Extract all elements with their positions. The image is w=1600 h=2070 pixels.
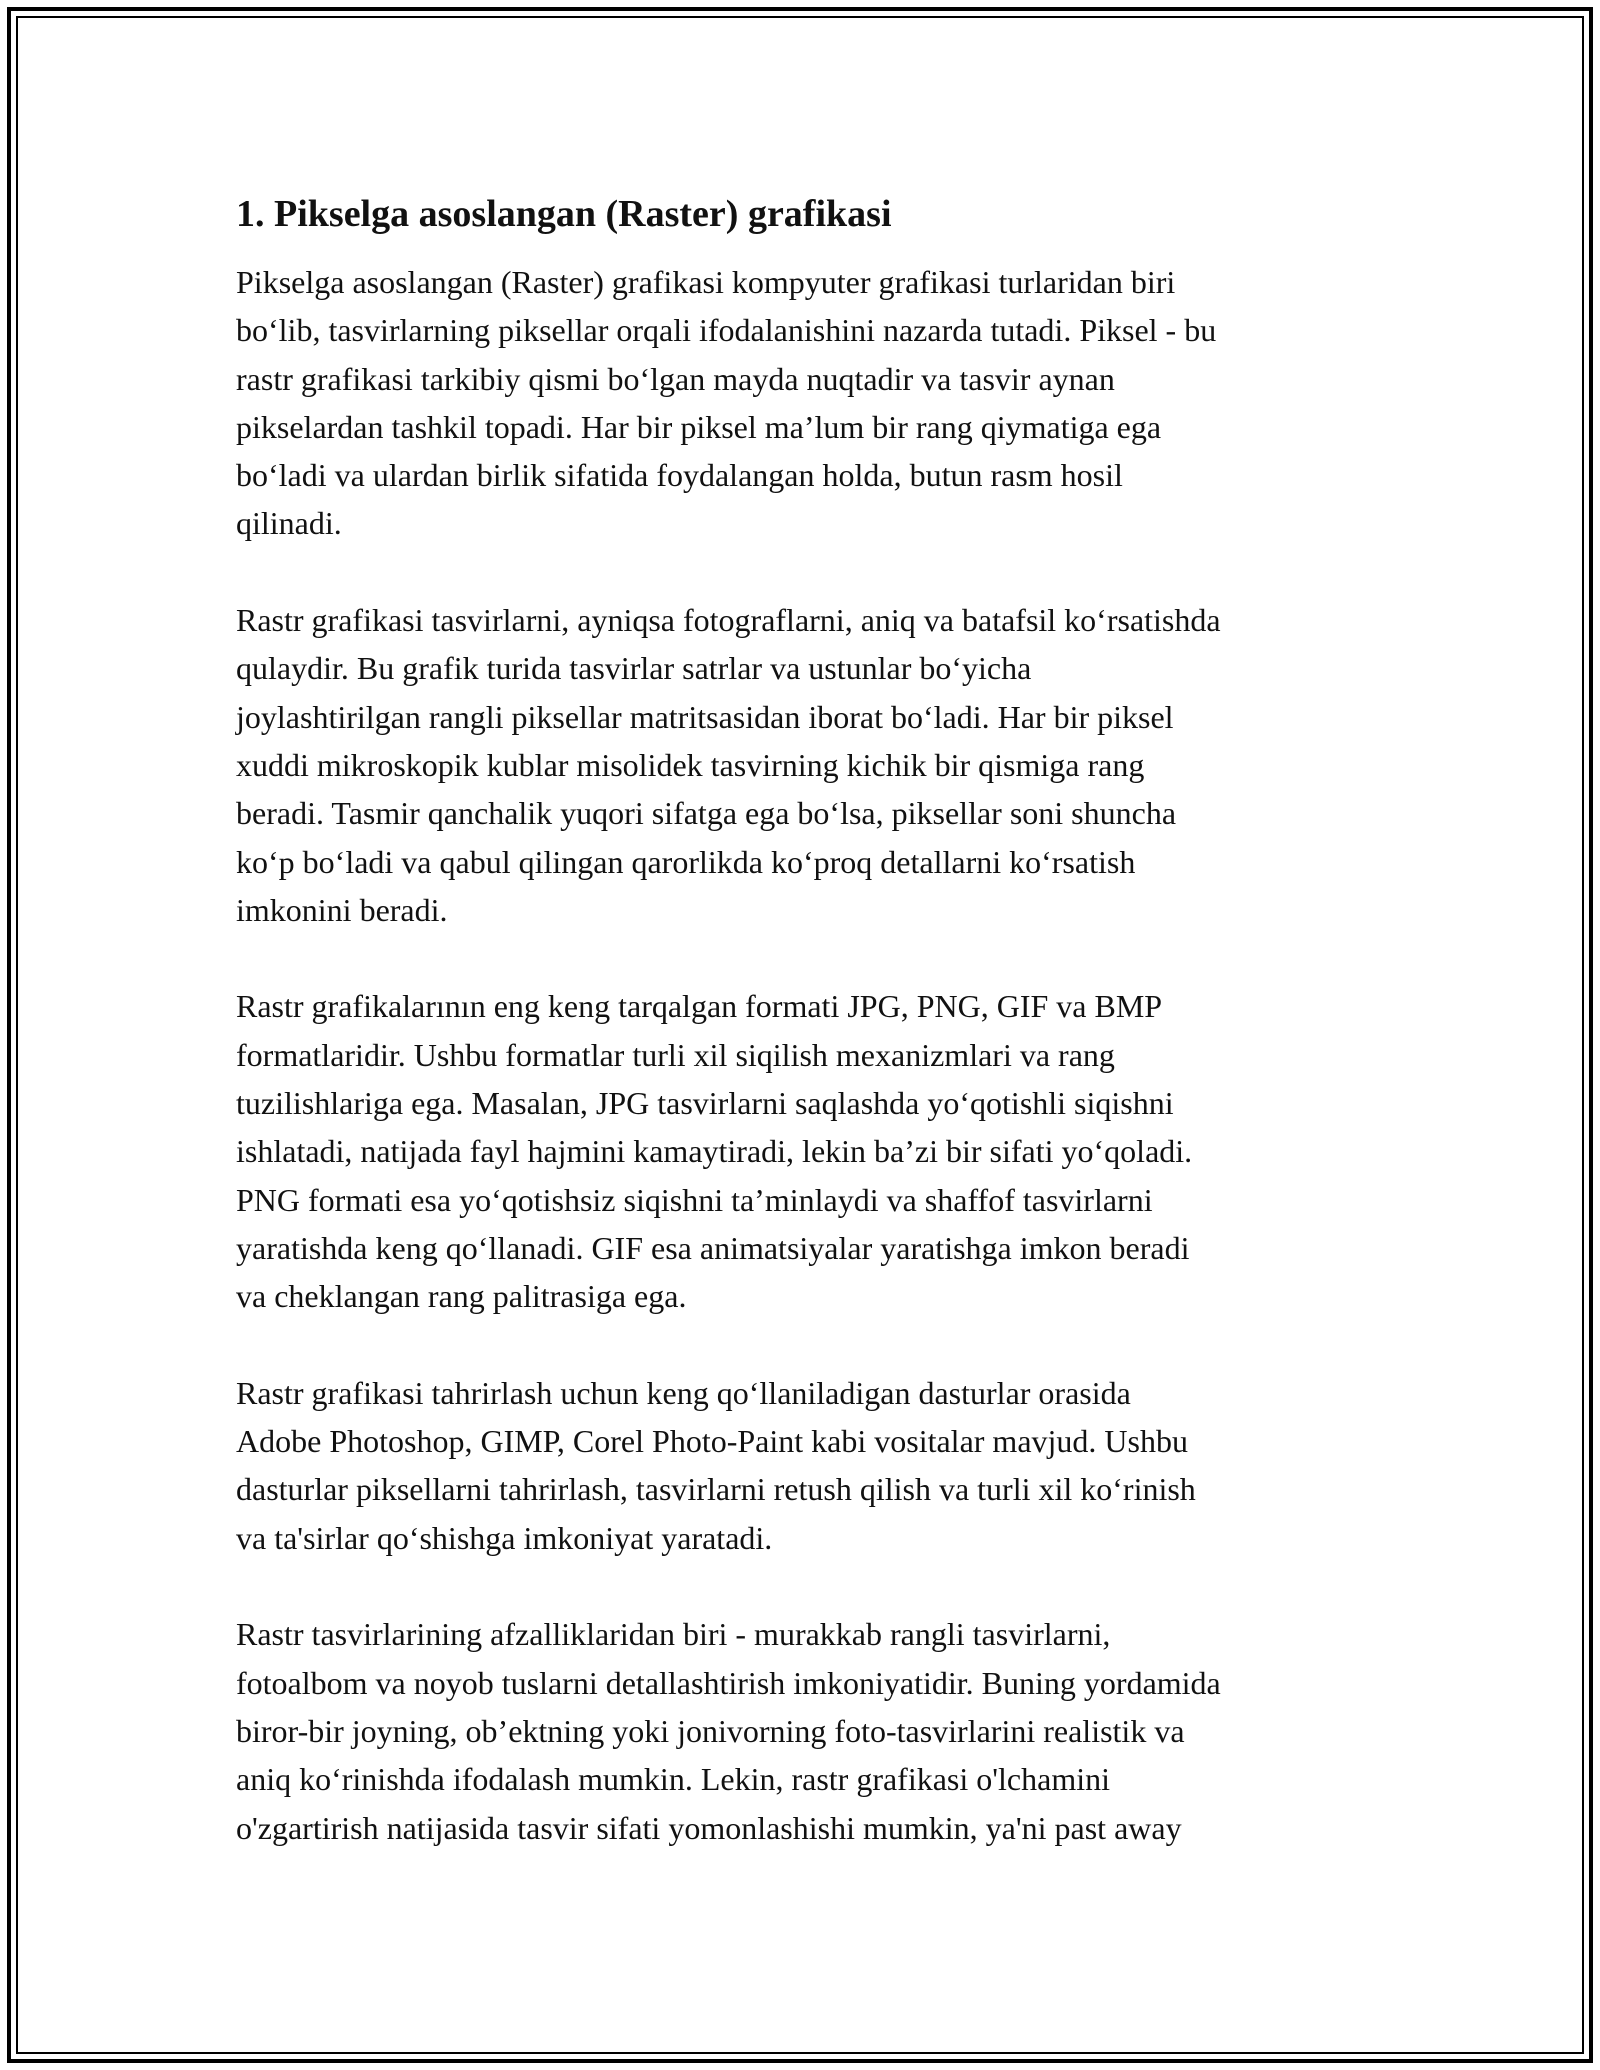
text-line: yaratishda keng qo‘llanadi. GIF esa animatsiyalar yaratishga imkon beradi	[236, 1229, 1190, 1266]
text-line: Adobe Photoshop, GIMP, Corel Photo-Paint kabi vositalar mavjud. Ushbu	[236, 1423, 1188, 1460]
text-line: ishlatadi, natijada fayl hajmini kamaytiradi, lekin ba’zi bir sifati yo‘qoladi.	[236, 1133, 1193, 1170]
text-line: va ta'sirlar qo‘shishga imkoniyat yaratadi.	[236, 1519, 773, 1556]
text-line: dasturlar piksellarni tahrirlash, tasvirlarni retush qilish va turli xil ko‘rinish	[236, 1471, 1196, 1508]
text-line: pikselardan tashkil topadi. Har bir piksel ma’lum bir rang qiymatiga ega	[236, 408, 1162, 445]
text-line: Rastr grafikasi tahrirlash uchun keng qo‘llaniladigan dasturlar orasida	[236, 1374, 1131, 1411]
text-line: beradi. Tasmir qanchalik yuqori sifatga ega bo‘lsa, piksellar soni shuncha	[236, 795, 1177, 832]
text-line: xuddi mikroskopik kublar misolidek tasvirning kichik bir qismiga rang	[236, 746, 1145, 783]
text-line: qilinadi.	[236, 505, 342, 542]
text-line: bo‘ladi va ulardan birlik sifatida foydalangan holda, butun rasm hosil	[236, 457, 1123, 494]
text-line: joylashtirilgan rangli piksellar matritsasidan iborat bo‘ladi. Har bir piksel	[236, 698, 1174, 735]
paragraph-4	[236, 1369, 1376, 1562]
text-line: aniq ko‘rinishda ifodalash mumkin. Lekin, rastr grafikasi o'lchamini	[236, 1761, 1110, 1798]
text-line: formatlaridir. Ushbu formatlar turli xil siqilish mexanizmlari va rang	[236, 1036, 1115, 1073]
paragraph-3	[236, 982, 1376, 1320]
document-body	[236, 190, 1376, 1900]
text-line: qulaydir. Bu grafik turida tasvirlar satrlar va ustunlar bo‘yicha	[236, 650, 1032, 687]
text-line: bo‘lib, tasvirlarning piksellar orqali ifodalanishini nazarda tutadi. Piksel - bu	[236, 312, 1217, 349]
text-line: Pikselga asoslangan (Raster) grafikasi kompyuter grafikasi turlaridan biri	[236, 264, 1176, 300]
text-line: Rastr tasvirlarining afzalliklaridan biri - murakkab rangli tasvirlarni,	[236, 1616, 1111, 1653]
text-line: rastr grafikasi tarkibiy qismi bo‘lgan mayda nuqtadir va tasvir aynan	[236, 360, 1115, 397]
text-line: fotoalbom va noyob tuslarni detallashtirish imkoniyatidir. Buning yordamida	[236, 1664, 1221, 1701]
text-line: PNG formati esa yo‘qotishsiz siqishni ta’minlaydi va shaffof tasvirlarni	[236, 1181, 1153, 1218]
text-line: o'zgartirish natijasida tasvir sifati yomonlashishi mumkin, ya'ni past away	[236, 1809, 1182, 1846]
section-heading: 1. Pikselga asoslangan (Raster) grafikasi	[236, 193, 892, 235]
paragraph-1	[236, 258, 1376, 548]
paragraph-2	[236, 596, 1376, 934]
text-line: va cheklangan rang palitrasiga ega.	[236, 1278, 687, 1315]
text-line: ko‘p bo‘ladi va qabul qilingan qarorlikda ko‘proq detallarni ko‘rsatish	[236, 843, 1136, 880]
text-line: tuzilishlariga ega. Masalan, JPG tasvirlarni saqlashda yo‘qotishli siqishni	[236, 1085, 1174, 1122]
text-line: biror-bir joyning, ob’ektning yoki jonivorning foto-tasvirlarini realistik va	[236, 1712, 1185, 1749]
paragraph-5	[236, 1610, 1376, 1851]
text-line: imkonini beradi.	[236, 891, 448, 928]
text-line: Rastr grafikasi tasvirlarni, ayniqsa fotograflarni, aniq va batafsil ko‘rsatishda	[236, 602, 1221, 639]
text-line: Rastr grafikalarının eng keng tarqalgan formati JPG, PNG, GIF va BMP	[236, 988, 1163, 1025]
